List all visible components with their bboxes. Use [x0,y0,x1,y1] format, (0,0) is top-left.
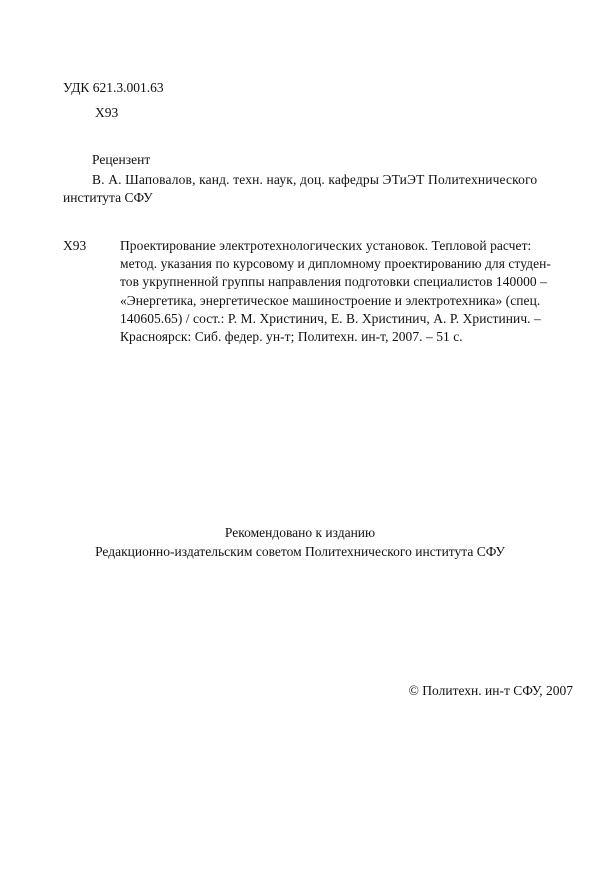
copyright-notice: © Политехн. ин-т СФУ, 2007 [408,683,573,698]
bibliography-line-5: 140605.65) / сост.: Р. М. Христинич, Е. В. Христинич, А. Р. Христинич. – [120,311,541,326]
recommendation-line-1: Рекомендовано к изданию [224,525,376,540]
udk-code: УДК 621.3.001.63 [63,80,164,95]
index-code: Х93 [95,105,119,120]
reviewer-label: Рецензент [92,152,151,167]
bibliography-line-6: Красноярск: Сиб. федер. ун-т; Политехн. ин-т, 2007. – 51 с. [120,329,463,344]
reviewer-line-1: В. А. Шаповалов, канд. техн. наук, доц. кафедры ЭТиЭТ Политехнического [92,172,538,187]
bibliography-code: Х93 [63,238,87,253]
bibliography-line-2: метод. указания по курсовому и дипломному проектированию для студен- [120,256,551,271]
bibliography-line-3: тов укрупненной группы направления подготовки специалистов 140000 – [120,274,547,289]
bibliography-line-1: Проектирование электротехнологических установок. Тепловой расчет: [120,238,532,253]
reviewer-line-2: института СФУ [63,190,153,205]
bibliography-line-4: «Энергетика, энергетическое машиностроение и электротехника» (спец. [120,293,541,308]
recommendation-line-2: Редакционно-издательским советом Политехнического института СФУ [95,544,505,559]
